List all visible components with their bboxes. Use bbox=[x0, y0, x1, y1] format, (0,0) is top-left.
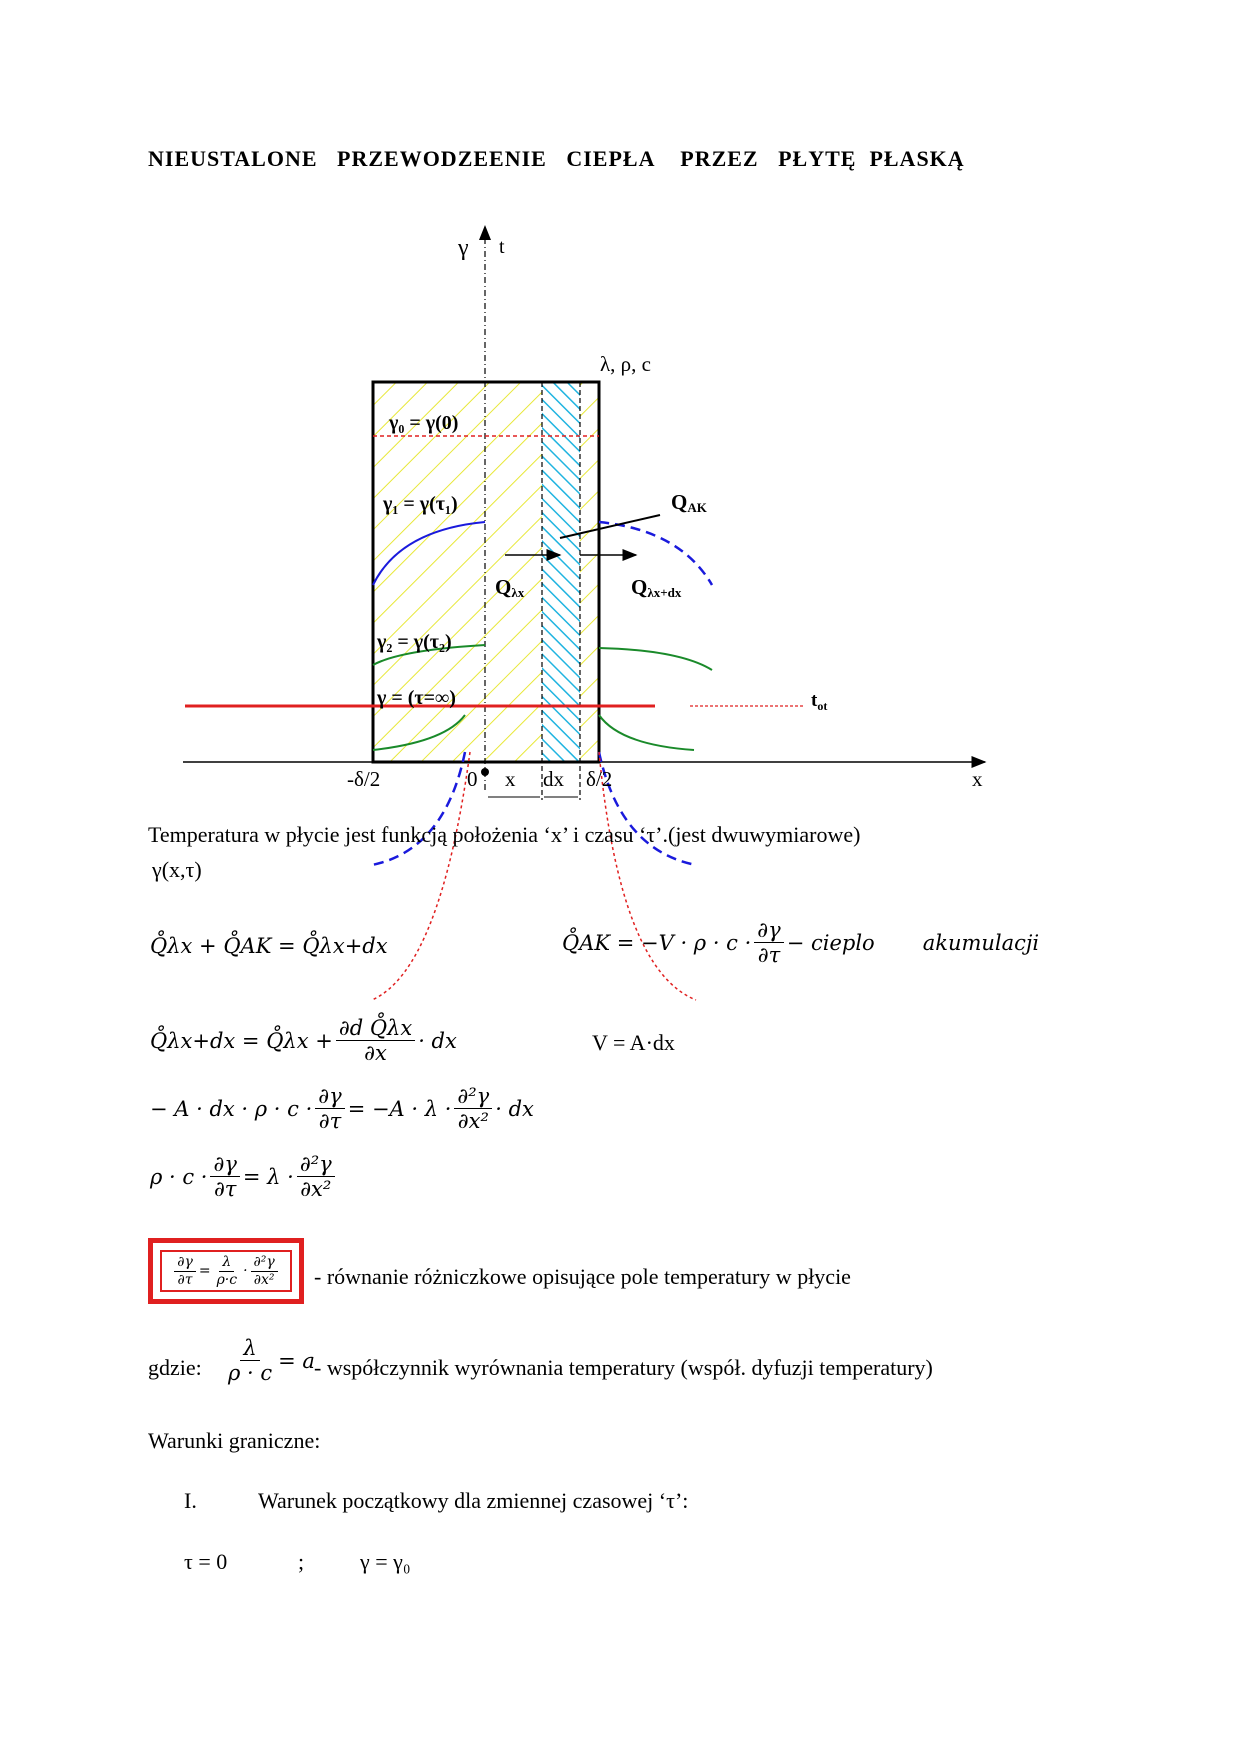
x-axis-label: x bbox=[972, 767, 983, 791]
tick-zero: 0 bbox=[467, 767, 478, 791]
eq-ak-lhs: Q̊AK = −V · ρ · c · bbox=[562, 930, 752, 955]
condition-gamma: γ = γ₀ bbox=[360, 1549, 411, 1574]
eq-ak-rhs: − cieplo bbox=[786, 930, 875, 955]
eq3-den2: ∂x² bbox=[457, 1109, 489, 1134]
page-title: NIEUSTALONE PRZEWODZEENIE CIEPŁA PRZEZ PŁYTĘ PŁASKĄ bbox=[148, 146, 965, 171]
material-props: λ, ρ, c bbox=[600, 352, 651, 376]
eq2-rhs: · dx bbox=[418, 1028, 457, 1053]
t-axis-label: t bbox=[499, 236, 505, 258]
eq2-lhs: Q̊λx+dx = Q̊λx + bbox=[150, 1028, 333, 1053]
q-lxdx-sub: λx+dx bbox=[647, 585, 682, 600]
t-ot-label: t bbox=[811, 690, 818, 711]
intro-line1: Temperatura w płycie jest funkcją położenia ‘x’ i czasu ‘τ’.(jest dwuwymiarowe) bbox=[148, 822, 861, 847]
tick-dx: dx bbox=[543, 767, 564, 791]
flux-expansion-equation bbox=[150, 1016, 457, 1065]
gdzie-label: gdzie: bbox=[148, 1355, 202, 1380]
box-num3: ∂²γ bbox=[251, 1254, 278, 1271]
tick-x: x bbox=[505, 767, 516, 791]
eq3-num2: ∂²γ bbox=[454, 1084, 492, 1109]
gamma2-label: γ₂ = γ(τ₂) bbox=[377, 631, 452, 653]
volume-equation: V = A·dx bbox=[592, 1030, 675, 1055]
q-lx-label: Q bbox=[495, 575, 512, 599]
eq-ak-word: akumulacji bbox=[922, 930, 1040, 955]
box-description: - równanie różniczkowe opisujące pole temperatury w płycie bbox=[314, 1264, 851, 1289]
eq4-num2: ∂²γ bbox=[297, 1152, 335, 1177]
box-den1: ∂τ bbox=[177, 1271, 193, 1288]
eq-ak-den: ∂τ bbox=[757, 943, 781, 968]
condition-tau: τ = 0 bbox=[184, 1549, 228, 1574]
diffusivity-definition bbox=[222, 1336, 315, 1385]
energy-equation bbox=[150, 1084, 534, 1133]
eq3-rhs: · dx bbox=[495, 1096, 534, 1121]
q-lx-sub: λx bbox=[511, 585, 525, 600]
q-lxdx-label: Q bbox=[631, 575, 648, 599]
eq2-num: ∂d Q̊λx bbox=[336, 1016, 415, 1041]
eq-ak-num: ∂γ bbox=[754, 918, 783, 943]
t-ot-sub: ot bbox=[817, 699, 828, 713]
box-num2: λ bbox=[219, 1254, 234, 1271]
simplified-equation bbox=[150, 1152, 338, 1201]
eq3-lhs: − A · dx · ρ · c · bbox=[150, 1096, 313, 1121]
eq4-den1: ∂τ bbox=[213, 1177, 237, 1202]
y-axis-label: γ bbox=[458, 235, 469, 261]
svg-text:QAK bbox=[671, 490, 708, 515]
accumulation-equation bbox=[562, 918, 1039, 967]
box-den3: ∂x² bbox=[253, 1271, 275, 1288]
svg-text:Qλx+dx bbox=[631, 575, 682, 600]
boxed-differential-equation: $\frac{\partial\gamma}{\partial\tau}$ = $\frac{\lambda}{\rho\cdot c}$ · $\frac{\text{∂²γ}}{\text{∂x²}}$ bbox=[148, 1238, 304, 1304]
gdzie-num: λ bbox=[240, 1336, 259, 1361]
condition-separator: ; bbox=[298, 1549, 305, 1574]
gamma0-label: γ₀ = γ(0) bbox=[389, 412, 459, 434]
eq3-num1: ∂γ bbox=[315, 1084, 344, 1109]
q-ak-label: Q bbox=[671, 490, 688, 514]
box-den2: ρ·c bbox=[216, 1271, 238, 1288]
gamma1-label: γ₁ = γ(τ₁) bbox=[383, 493, 458, 515]
eq4-lhs: ρ · c · bbox=[150, 1164, 208, 1189]
boundary-conditions-heading: Warunki graniczne: bbox=[148, 1428, 321, 1453]
eq4-den2: ∂x² bbox=[300, 1177, 332, 1202]
balance-equation: Q̊λx + Q̊AK = Q̊λx+dx bbox=[150, 934, 388, 958]
tick-neg: -δ/2 bbox=[347, 767, 381, 791]
gdzie-eq: = a bbox=[278, 1348, 315, 1373]
q-ak-sub: AK bbox=[687, 500, 707, 515]
gamma-inf-label: γ = (τ=∞) bbox=[377, 687, 456, 709]
gamma2-curve-right bbox=[599, 648, 712, 670]
tick-pos: δ/2 bbox=[586, 767, 613, 791]
eq4-mid: = λ · bbox=[242, 1164, 294, 1189]
eq3-den1: ∂τ bbox=[318, 1109, 342, 1134]
list-item-number: I. bbox=[184, 1488, 197, 1513]
list-item-text: Warunek początkowy dla zmiennej czasowej ‘τ’: bbox=[258, 1488, 689, 1513]
gdzie-description: - współczynnik wyrównania temperatury (współ. dyfuzji temperatury) bbox=[314, 1355, 933, 1380]
eq2-den: ∂x bbox=[364, 1041, 387, 1066]
eq4-num1: ∂γ bbox=[210, 1152, 239, 1177]
box-num1: ∂γ bbox=[174, 1254, 196, 1271]
gdzie-den: ρ · c bbox=[228, 1361, 273, 1386]
intro-line2: γ(x,τ) bbox=[152, 857, 202, 882]
eq3-mid: = −A · λ · bbox=[347, 1096, 452, 1121]
svg-text:tot bbox=[811, 690, 827, 713]
gamma1-curve-right bbox=[599, 522, 712, 585]
